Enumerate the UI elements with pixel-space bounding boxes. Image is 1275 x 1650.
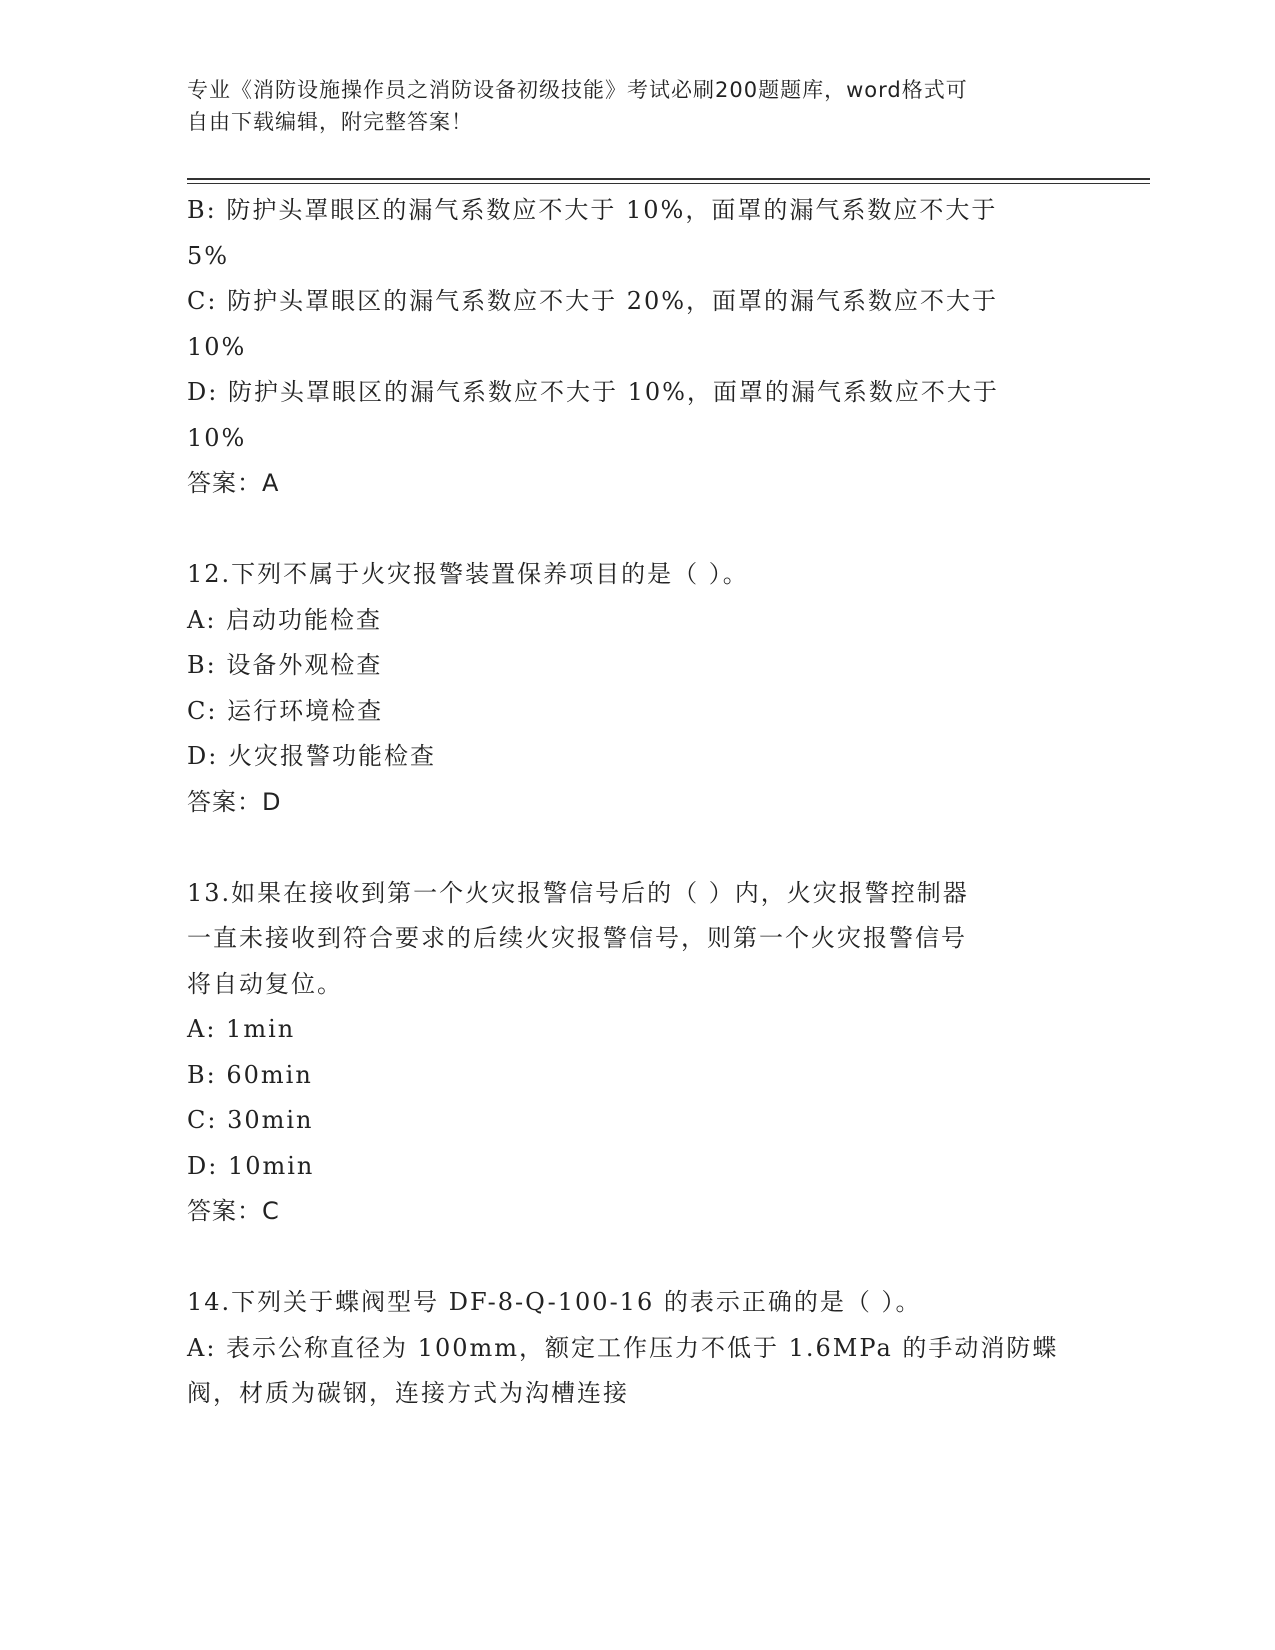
- q14-option-a-line-1: A: 表示公称直径为 100mm，额定工作压力不低于 1.6MPa 的手动消防蝶: [187, 1333, 1059, 1362]
- q13-option-a: A: 1min: [187, 1015, 296, 1043]
- header-line-2: 自由下载编辑，附完整答案！: [187, 110, 473, 134]
- q11-option-c-line-1: C: 防护头罩眼区的漏气系数应不大于 20%，面罩的漏气系数应不大于: [187, 287, 999, 315]
- q14-stem: 14.下列关于蝶阀型号 DF-8-Q-100-16 的表示正确的是（ ）。: [187, 1288, 922, 1316]
- q12-option-d: D: 火灾报警功能检查: [187, 742, 436, 770]
- q13-stem-line-3: 将自动复位。: [187, 969, 343, 998]
- q14-option-a-line-2: 阀，材质为碳钢，连接方式为沟槽连接: [187, 1379, 629, 1407]
- q12-option-b: B: 设备外观检查: [187, 651, 383, 679]
- q11-option-b-line-2: 5%: [187, 241, 230, 270]
- q13-stem-line-2: 一直未接收到符合要求的后续火灾报警信号，则第一个火灾报警信号: [187, 924, 967, 952]
- q13-answer: 答案：C: [187, 1197, 280, 1225]
- question-12: [187, 552, 1087, 825]
- q13-option-d: D: 10min: [187, 1151, 315, 1180]
- q13-stem-line-1: 13.如果在接收到第一个火灾报警信号后的（ ）内，火灾报警控制器: [187, 878, 969, 907]
- q11-option-c-line-2: 10%: [187, 332, 247, 361]
- document-header: [187, 74, 1067, 138]
- q11-option-b-line-1: B: 防护头罩眼区的漏气系数应不大于 10%，面罩的漏气系数应不大于: [187, 196, 998, 224]
- header-line-1: 专业《消防设施操作员之消防设备初级技能》考试必刷200题题库，word格式可: [187, 78, 968, 102]
- q12-option-a: A: 启动功能检查: [187, 605, 383, 634]
- header-divider-thin: [187, 183, 1150, 184]
- q12-stem: 12.下列不属于火灾报警装置保养项目的是（ ）。: [187, 560, 749, 588]
- question-13: [187, 871, 1087, 1235]
- question-list: [187, 188, 1087, 1417]
- q11-answer: 答案：A: [187, 469, 280, 497]
- question-11-continuation: [187, 188, 1087, 507]
- q11-option-d-line-1: D: 防护头罩眼区的漏气系数应不大于 10%，面罩的漏气系数应不大于: [187, 378, 999, 406]
- question-14: [187, 1280, 1087, 1417]
- q12-answer: 答案：D: [187, 787, 282, 816]
- q11-option-d-line-2: 10%: [187, 423, 247, 452]
- header-divider-thick: [187, 178, 1150, 180]
- q13-option-c: C: 30min: [187, 1106, 314, 1134]
- q12-option-c: C: 运行环境检查: [187, 696, 384, 725]
- q13-option-b: B: 60min: [187, 1060, 313, 1089]
